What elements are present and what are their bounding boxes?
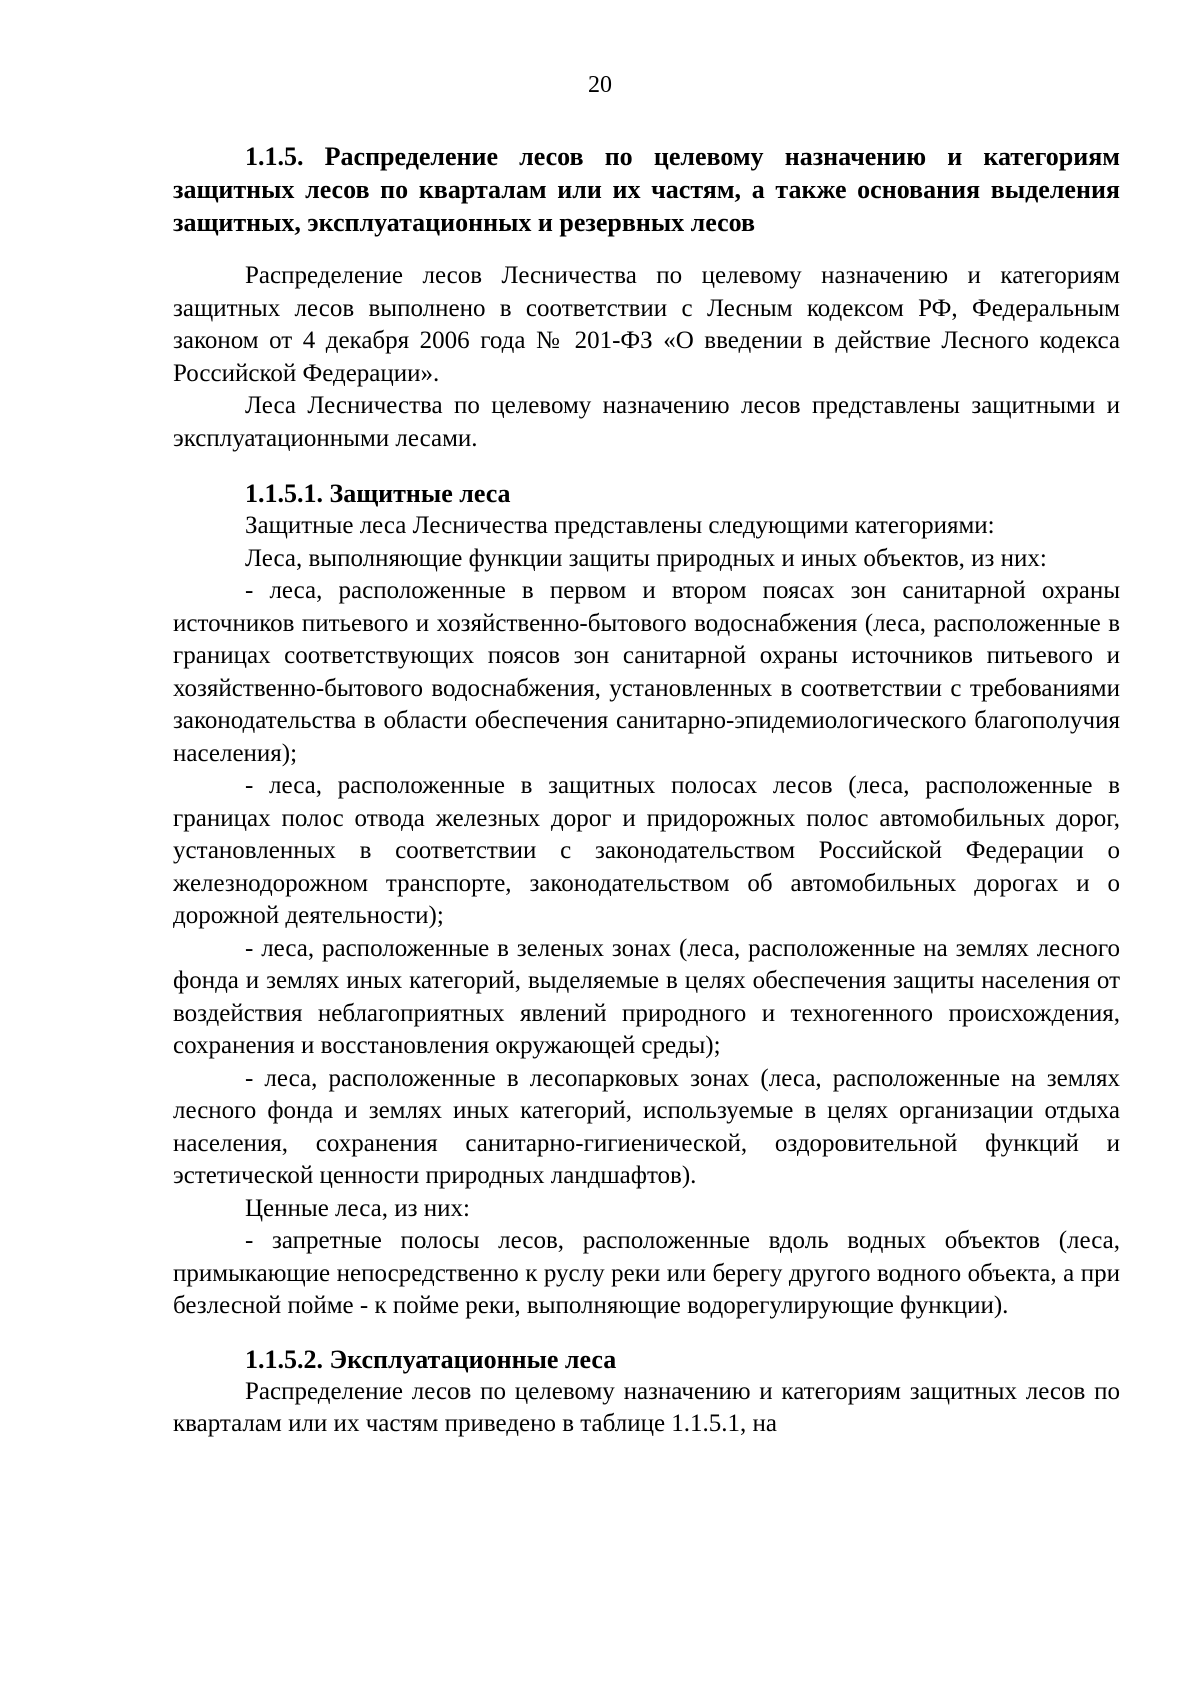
list-item: - запретные полосы лесов, расположенные вдоль водных объектов (леса, примыкающие непосредственно к руслу реки или берегу другого водного объекта, а при безлесной пойме - к пойме реки, выполняющие водорегулирующие функции). (173, 1227, 1120, 1319)
subsection-heading-exploitation-forests: 1.1.5.2. Эксплуатационные леса (245, 1344, 617, 1374)
list-item: - леса, расположенные в зеленых зонах (леса, расположенные на землях лесного фонда и землях иных категорий, выделяемые в целях обеспечения защиты населения от воздействия неблагоприятных явлений природного и техногенного происхождения, сохранения и восстановления окружающей среды); (173, 934, 1120, 1059)
paragraph: Леса, выполняющие функции защиты природных и иных объектов, из них: (245, 544, 1047, 572)
paragraph: Ценные леса, из них: (245, 1194, 470, 1222)
subsection-heading-protective-forests: 1.1.5.1. Защитные леса (245, 479, 511, 508)
page-number: 20 (588, 72, 612, 98)
page-content (173, 140, 1120, 1441)
section-heading: 1.1.5. Распределение лесов по целевому назначению и категориям защитных лесов по кварталам или их частям, а также основания выделения защитных, эксплуатационных и резервных лесов (173, 142, 1120, 237)
paragraph: Защитные леса Лесничества представлены следующими категориями: (245, 512, 995, 539)
intro-paragraph: Леса Лесничества по целевому назначению лесов представлены защитными и эксплуатационными лесами. (173, 392, 1120, 452)
paragraph: Распределение лесов по целевому назначению и категориям защитных лесов по кварталам или их частям приведено в таблице 1.1.5.1, на (173, 1377, 1120, 1437)
list-item: - леса, расположенные в лесопарковых зонах (леса, расположенные на землях лесного фонда и землях иных категорий, используемые в целях организации отдыха населения, сохранения санитарно-гигиенической, оздоровительной функций и эстетической ценности природных ландшафтов). (173, 1064, 1120, 1189)
list-item: - леса, расположенные в защитных полосах лесов (леса, расположенные в границах полос отвода железных дорог и придорожных полос автомобильных дорог, установленных в соответствии с законодательством Российской Федерации о железнодорожном транспорте, законодательством об автомобильных дорогах и о дорожной деятельности); (173, 772, 1120, 929)
intro-paragraph: Распределение лесов Лесничества по целевому назначению и категориям защитных лесов выполнено в соответствии с Лесным кодексом РФ, Федеральным законом от 4 декабря 2006 года № 201-ФЗ «О введении в действие Лесного кодекса Российской Федерации». (173, 262, 1120, 387)
list-item: - леса, расположенные в первом и втором поясах зон санитарной охраны источников питьевого и хозяйственно-бытового водоснабжения (леса, расположенные в границах соответствующих поясов зон санитарной охраны источников питьевого и хозяйственно-бытового водоснабжения, установленных в соответствии с требованиями законодательства в области обеспечения санитарно-эпидемиологического благополучия населения); (173, 577, 1120, 767)
